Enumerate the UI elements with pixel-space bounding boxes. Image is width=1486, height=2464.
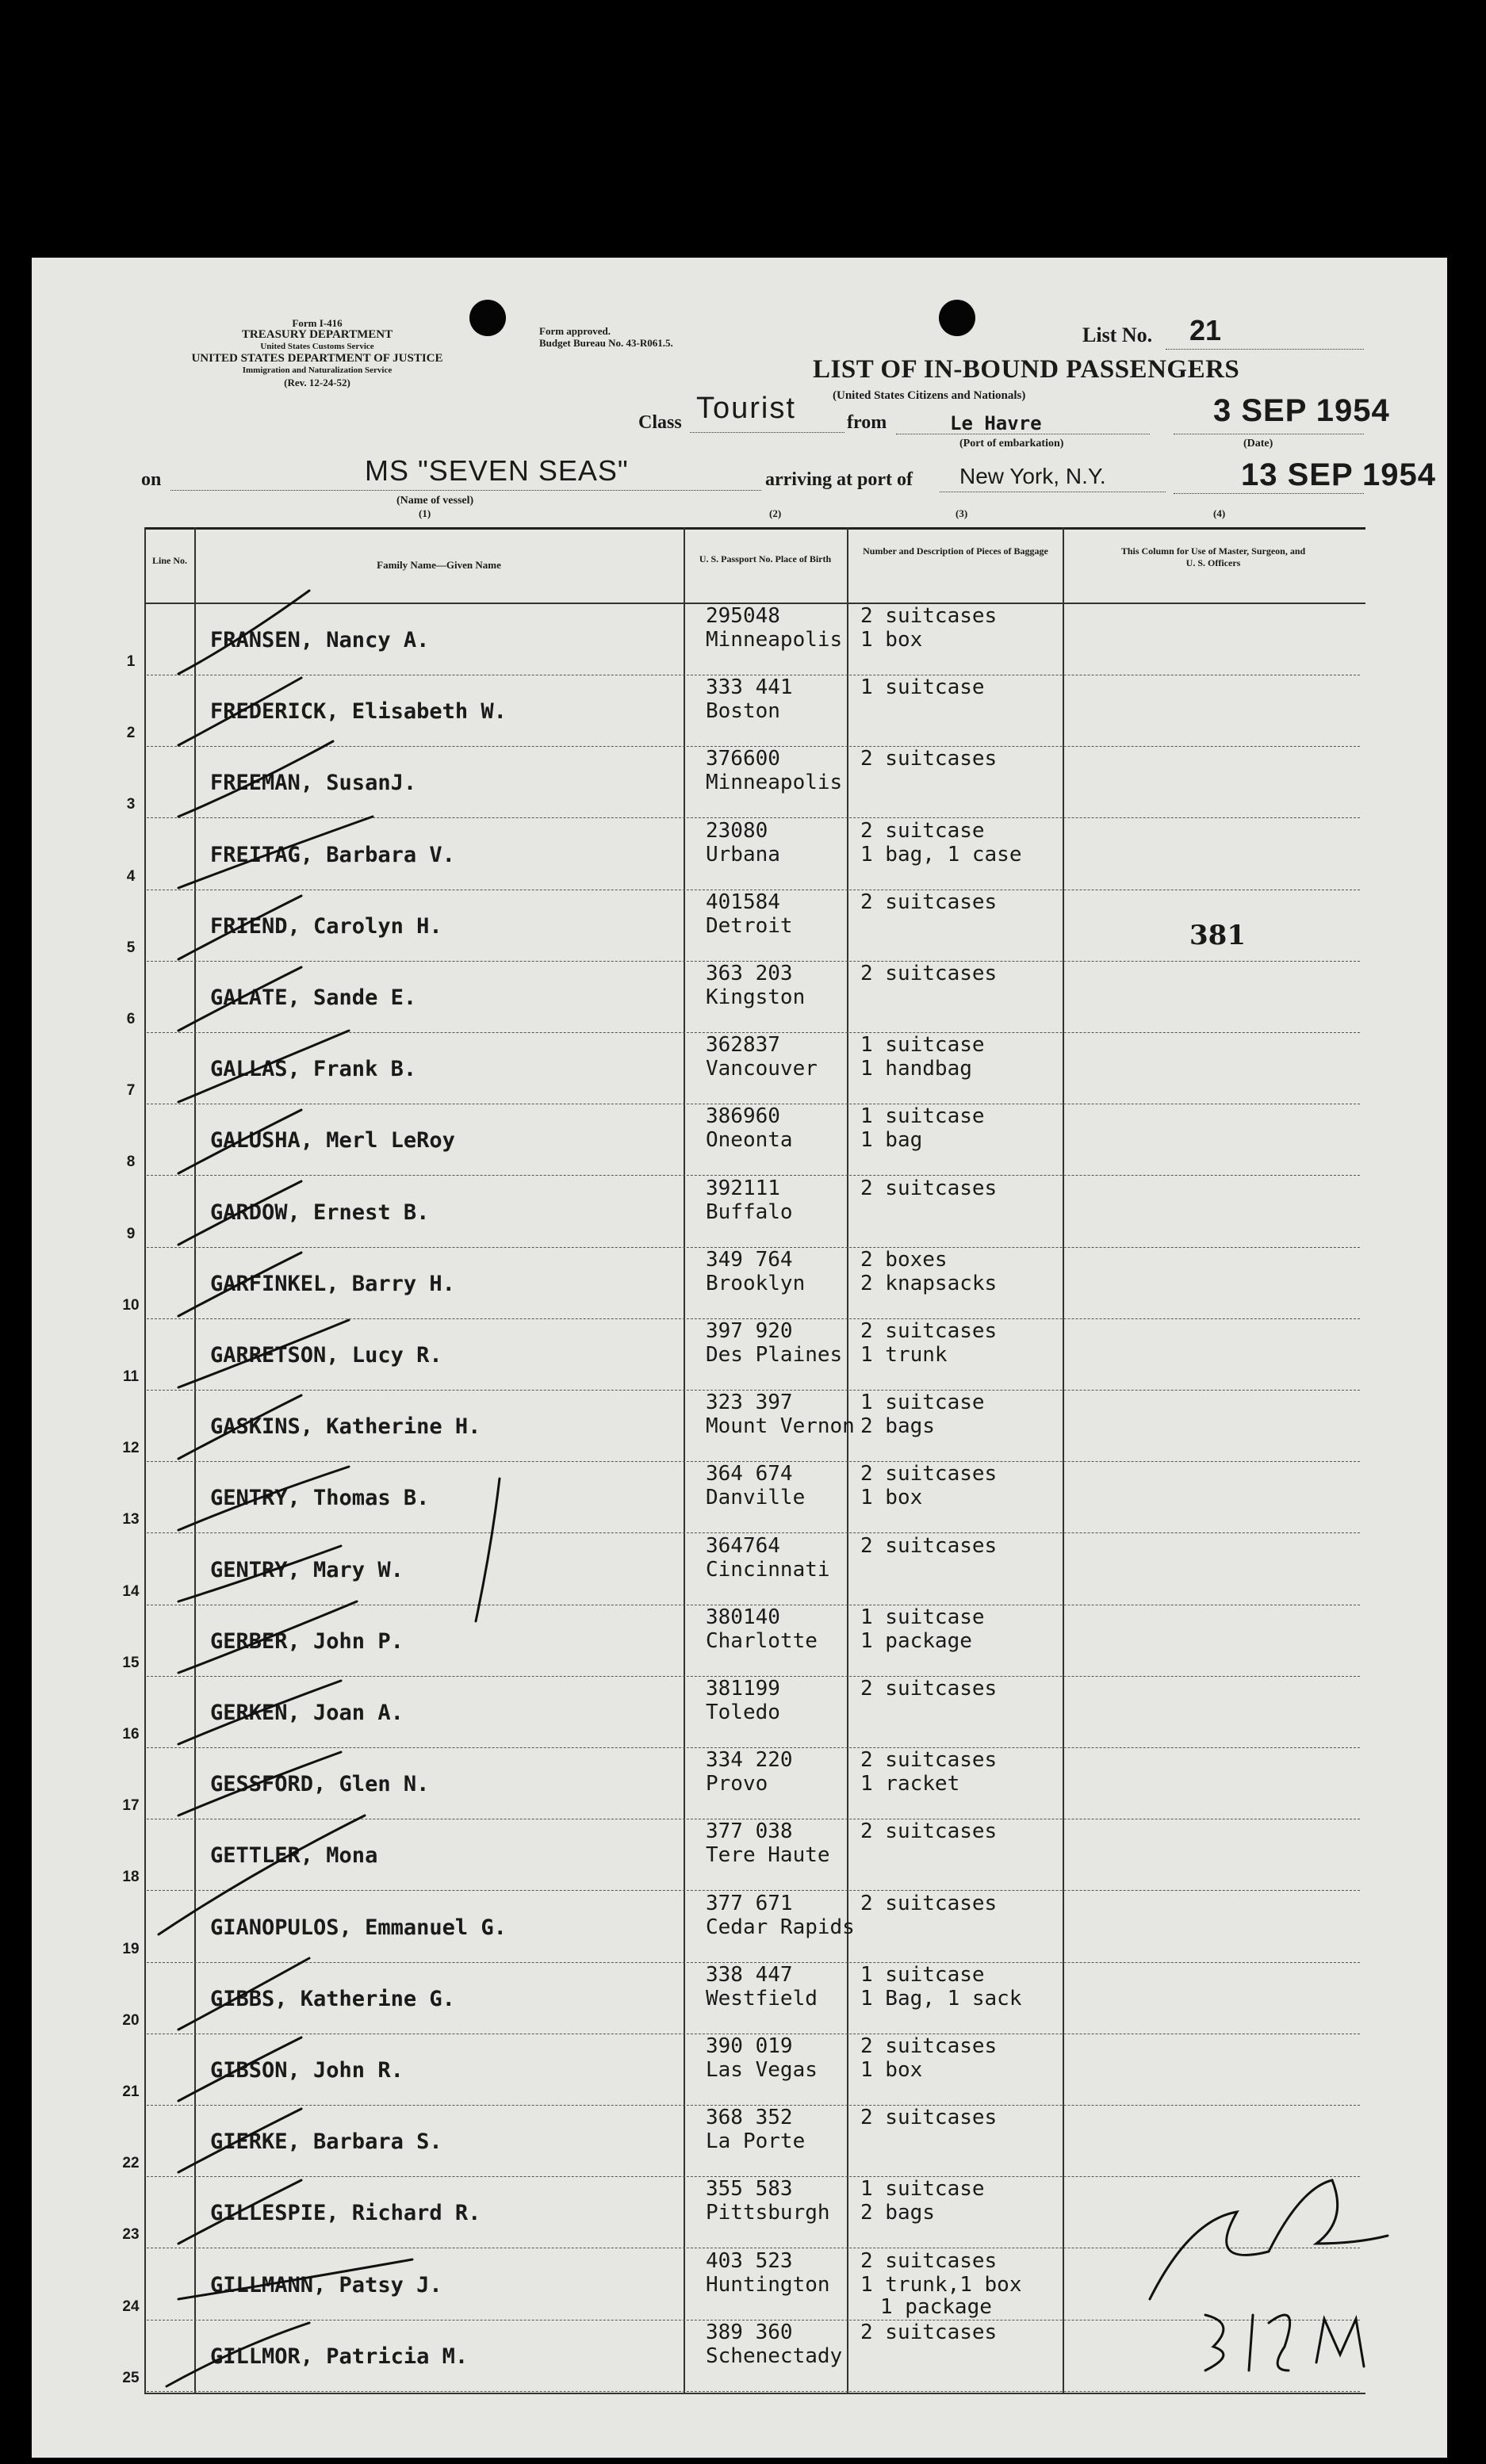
baggage-line-2: 1 box [860, 628, 923, 652]
baggage-line-1: 2 suitcases [860, 1819, 998, 1844]
passport-number: 380140 [706, 1605, 780, 1629]
baggage-line-1: 2 suitcases [860, 2320, 998, 2344]
baggage-line-1: 1 suitcase [860, 1605, 985, 1629]
col-num-3: (3) [956, 507, 968, 519]
col-header-name: Family Name—Given Name [377, 559, 501, 571]
date-caption: (Date) [1243, 438, 1273, 450]
place-of-birth: Danville [706, 1486, 806, 1510]
passport-number: 368 352 [706, 2106, 793, 2130]
place-of-birth: Oneonta [706, 1128, 793, 1153]
line-number: 2 [126, 725, 136, 742]
line-number: 19 [122, 1940, 140, 1957]
baggage-line-1: 2 suitcases [860, 2034, 998, 2058]
place-of-birth: Mount Vernon [706, 1414, 855, 1439]
line-number: 16 [122, 1726, 140, 1743]
line-number: 15 [122, 1654, 140, 1671]
officer-note: 381 [1189, 920, 1246, 951]
passport-number: 364764 [706, 1533, 780, 1558]
row24-extra-baggage: 1 package [880, 2295, 992, 2319]
place-of-birth: Las Vegas [706, 2058, 818, 2082]
line-number: 9 [126, 1225, 136, 1242]
baggage-line-1: 2 suitcases [860, 1748, 998, 1773]
col-header-officers: This Column for Use of Master, Surgeon, and U. S. Officers [1120, 545, 1306, 568]
passenger-name: GALATE, Sande E. [210, 985, 417, 1010]
baggage-line-1: 1 suitcase [860, 675, 985, 700]
passenger-name: GENTRY, Thomas B. [210, 1486, 430, 1511]
passport-number: 349 764 [706, 1247, 793, 1272]
vessel-caption: (Name of vessel) [396, 495, 474, 507]
col-num-1: (1) [419, 507, 431, 519]
passport-number: 364 674 [706, 1462, 793, 1486]
passport-number: 333 441 [706, 675, 793, 700]
port-embarkation: Le Havre [950, 412, 1042, 434]
list-no-value: 21 [1189, 314, 1222, 346]
col-header-line-no: Line No. [151, 555, 187, 566]
passport-number: 390 019 [706, 2034, 793, 2058]
passenger-name: FRIEND, Carolyn H. [210, 913, 442, 939]
passenger-name: GIANOPULOS, Emmanuel G. [210, 1915, 507, 1940]
passenger-name: GETTLER, Mona [210, 1843, 378, 1869]
passport-number: 376600 [706, 747, 780, 771]
vessel-name: MS "SEVEN SEAS" [365, 454, 629, 487]
passenger-name: FREDERICK, Elisabeth W. [210, 699, 507, 725]
passenger-name: GARDOW, Ernest B. [210, 1199, 430, 1225]
place-of-birth: Provo [706, 1772, 768, 1796]
passenger-name: GALUSHA, Merl LeRoy [210, 1128, 455, 1154]
passenger-name: GERBER, John P. [210, 1628, 404, 1654]
place-of-birth: Boston [706, 699, 780, 724]
line-number: 12 [122, 1440, 140, 1457]
baggage-line-1: 2 suitcases [860, 2248, 998, 2273]
place-of-birth: Pittsburgh [706, 2201, 830, 2225]
list-no-label: List No. [1082, 323, 1153, 346]
place-of-birth: Buffalo [706, 1199, 793, 1224]
passport-number: 377 038 [706, 1819, 793, 1844]
document-subtitle: (United States Citizens and Nationals) [833, 389, 1026, 402]
passport-number: 392111 [706, 1176, 780, 1200]
revision-label: (Rev. 12-24-52) [284, 377, 350, 388]
on-label: on [141, 469, 162, 490]
passport-number: 377 671 [706, 1891, 793, 1915]
place-of-birth: Tere Haute [706, 1843, 830, 1868]
passenger-name: GILLESPIE, Richard R. [210, 2201, 481, 2226]
baggage-line-1: 2 suitcase [860, 818, 985, 843]
baggage-line-1: 2 suitcases [860, 1533, 998, 1558]
passenger-name: GERKEN, Joan A. [210, 1701, 404, 1725]
baggage-line-1: 1 suitcase [860, 1962, 985, 1987]
line-number: 4 [126, 867, 136, 885]
passport-number: 355 583 [706, 2177, 793, 2202]
passenger-name: GILLMOR, Patricia M. [210, 2343, 469, 2369]
place-of-birth: La Porte [706, 2129, 806, 2154]
passenger-name: GESSFORD, Glen N. [210, 1772, 430, 1797]
passport-number: 334 220 [706, 1748, 793, 1773]
department-label: TREASURY DEPARTMENT [241, 328, 393, 341]
line-number: 1 [126, 653, 136, 670]
baggage-line-1: 1 suitcase [860, 1033, 985, 1058]
passenger-name: FREITAG, Barbara V. [210, 842, 455, 867]
passport-number: 381199 [706, 1677, 780, 1701]
place-of-birth: Des Plaines [706, 1343, 843, 1367]
line-number: 14 [122, 1582, 140, 1600]
place-of-birth: Huntington [706, 2272, 830, 2297]
baggage-line-1: 2 suitcases [860, 604, 998, 628]
passenger-name: GASKINS, Katherine H. [210, 1414, 481, 1440]
baggage-line-2: 2 knapsacks [860, 1271, 998, 1295]
passenger-name: GILLMANN, Patsy J. [210, 2272, 442, 2298]
ins-label: Immigration and Naturalization Service [242, 365, 393, 375]
baggage-line-1: 2 suitcases [860, 1319, 998, 1343]
line-number: 18 [122, 1869, 140, 1886]
form-approved: Form approved. [539, 325, 611, 337]
baggage-line-1: 2 suitcases [860, 1677, 998, 1701]
baggage-line-2: 1 racket [860, 1772, 960, 1796]
passport-number: 23080 [706, 818, 768, 843]
baggage-line-1: 1 suitcase [860, 2177, 985, 2202]
passport-number: 386960 [706, 1104, 780, 1129]
passport-number: 362837 [706, 1033, 780, 1058]
baggage-line-2: 1 trunk [860, 1343, 948, 1367]
service-label: United States Customs Service [260, 342, 374, 351]
passenger-name: GALLAS, Frank B. [210, 1057, 417, 1082]
baggage-line-1: 1 suitcase [860, 1391, 985, 1415]
departure-date: 3 SEP 1954 [1213, 393, 1390, 428]
col-num-2: (2) [769, 507, 782, 519]
place-of-birth: Minneapolis [706, 771, 843, 795]
baggage-line-1: 2 suitcases [860, 1891, 998, 1915]
baggage-line-1: 2 suitcases [860, 747, 998, 771]
place-of-birth: Schenectady [706, 2343, 843, 2368]
passport-number: 389 360 [706, 2320, 793, 2344]
line-number: 20 [122, 2011, 140, 2029]
form-number: Form I-416 [292, 317, 343, 329]
place-of-birth: Vancouver [706, 1057, 818, 1081]
line-number: 17 [122, 1797, 140, 1815]
place-of-birth: Charlotte [706, 1628, 818, 1653]
col-num-4: (4) [1213, 507, 1226, 519]
line-number: 8 [126, 1154, 136, 1171]
place-of-birth: Cedar Rapids [706, 1915, 855, 1939]
line-number: 5 [126, 939, 136, 956]
passport-number: 338 447 [706, 1962, 793, 1987]
baggage-line-1: 2 suitcases [860, 1462, 998, 1486]
baggage-line-2: 1 trunk,1 box [860, 2272, 1022, 2297]
place-of-birth: Kingston [706, 985, 806, 1009]
baggage-line-1: 2 boxes [860, 1247, 948, 1272]
line-number: 22 [122, 2155, 140, 2172]
passenger-name: GARRETSON, Lucy R. [210, 1343, 442, 1368]
passenger-name: GIERKE, Barbara S. [210, 2129, 442, 2155]
place-of-birth: Brooklyn [706, 1271, 806, 1295]
budget-number: Budget Bureau No. 43-R061.5. [539, 337, 673, 349]
line-number: 6 [126, 1011, 136, 1027]
line-number: 23 [122, 2226, 140, 2244]
arrival-date: 13 SEP 1954 [1241, 457, 1437, 492]
baggage-line-2: 1 package [860, 1628, 972, 1653]
line-number: 10 [122, 1296, 140, 1314]
passenger-name: FREEMAN, SusanJ. [210, 771, 417, 796]
baggage-line-2: 1 handbag [860, 1057, 972, 1081]
passport-number: 401584 [706, 890, 780, 914]
arrival-port: New York, N.Y. [959, 464, 1106, 488]
baggage-line-1: 2 suitcases [860, 1176, 998, 1200]
passport-number: 323 397 [706, 1391, 793, 1415]
line-number: 7 [126, 1082, 136, 1100]
col-header-baggage: Number and Description of Pieces of Baggage [863, 545, 1048, 557]
baggage-line-2: 2 bags [860, 2201, 935, 2225]
baggage-line-1: 2 suitcases [860, 890, 998, 914]
line-number: 21 [122, 2083, 140, 2100]
class-label: Class [638, 412, 682, 433]
line-number: 11 [122, 1368, 140, 1385]
baggage-line-2: 2 bags [860, 1414, 935, 1439]
place-of-birth: Urbana [706, 842, 780, 867]
passport-number: 397 920 [706, 1319, 793, 1343]
line-number: 25 [122, 2369, 140, 2386]
line-number: 13 [122, 1511, 140, 1529]
baggage-line-1: 2 suitcases [860, 962, 998, 985]
place-of-birth: Cincinnati [706, 1557, 830, 1582]
line-number: 24 [122, 2298, 140, 2315]
baggage-line-2: 1 Bag, 1 sack [860, 1986, 1022, 2011]
col-header-passport: U. S. Passport No. Place of Birth [699, 553, 832, 564]
baggage-line-2: 1 box [860, 1486, 923, 1510]
baggage-line-2: 1 box [860, 2058, 923, 2082]
passport-number: 403 523 [706, 2248, 793, 2273]
baggage-line-1: 1 suitcase [860, 1104, 985, 1129]
document-title: LIST OF IN-BOUND PASSENGERS [813, 355, 1240, 384]
baggage-line-2: 1 bag, 1 case [860, 842, 1022, 867]
passenger-name: GIBSON, John R. [210, 2058, 404, 2083]
passenger-name: GARFINKEL, Barry H. [210, 1271, 455, 1296]
arriving-label: arriving at port of [765, 469, 913, 490]
place-of-birth: Toledo [706, 1701, 780, 1724]
place-of-birth: Detroit [706, 913, 793, 938]
passport-number: 295048 [706, 604, 780, 628]
from-label: from [847, 412, 887, 433]
justice-label: UNITED STATES DEPARTMENT OF JUSTICE [191, 352, 443, 365]
place-of-birth: Minneapolis [706, 628, 843, 652]
place-of-birth: Westfield [706, 1986, 818, 2011]
baggage-line-1: 2 suitcases [860, 2106, 998, 2130]
port-embarkation-caption: (Port of embarkation) [959, 438, 1064, 450]
class-value: Tourist [696, 392, 796, 425]
passport-number: 363 203 [706, 962, 793, 985]
line-number: 3 [126, 796, 136, 813]
passenger-name: FRANSEN, Nancy A. [210, 628, 430, 652]
baggage-line-2: 1 bag [860, 1128, 923, 1153]
passenger-name: GIBBS, Katherine G. [210, 1986, 455, 2011]
passenger-name: GENTRY, Mary W. [210, 1557, 404, 1582]
